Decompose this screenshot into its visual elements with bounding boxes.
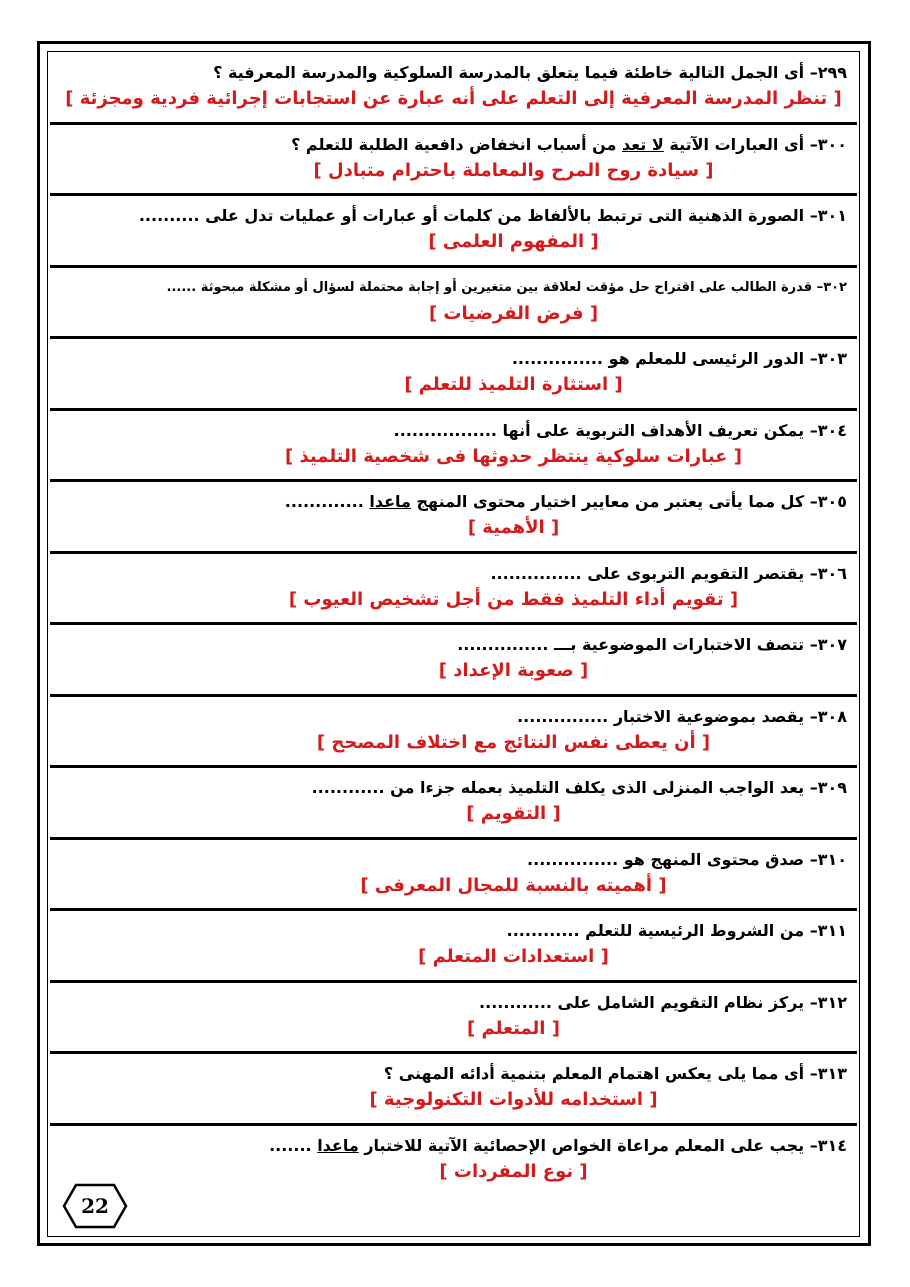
answer-text: [ عبارات سلوكية ينتظر حدوثها فى شخصية التلميذ ]: [285, 445, 742, 467]
question-text: ٣١٣– أى مما يلى يعكس اهتمام المعلم بتنمية أدائه المهنى ؟: [383, 1064, 847, 1083]
answer-text: [ سيادة روح المرح والمعاملة باحترام متبادل ]: [313, 159, 714, 181]
question-text: ٣١٤– يجب على المعلم مراعاة الخواص الإحصائية الآتية للاختبار ماعدا .......: [269, 1135, 847, 1155]
answer-text: [ المتعلم ]: [467, 1017, 560, 1039]
answer-text: [ أن يعطى نفس النتائج مع اختلاف المصحح ]: [316, 731, 711, 753]
question-list: [50, 53, 857, 1197]
answer-text: [ أهميته بالنسبة للمجال المعرفى ]: [360, 874, 667, 896]
question-text: ٣١٠– صدق محتوى المنهج هو ...............: [527, 849, 847, 869]
answer-text: [ استثارة التلميذ للتعلم ]: [404, 374, 623, 395]
question-item-311: [50, 911, 857, 983]
question-item-303: [50, 339, 857, 411]
question-text: ٣٠٩– يعد الواجب المنزلى الذى يكلف التلميذ بعمله جزءا من ............: [311, 778, 847, 797]
question-item-304: [50, 411, 857, 483]
emphasis-underlined: ماعدا: [369, 492, 411, 511]
question-text: ٣٠٠– أى العبارات الآتية لا تعد من أسباب انخفاض دافعية الطلبة للتعلم ؟: [291, 134, 847, 154]
question-text: ٣٠٨– يقصد بموضوعية الاختبار ...............: [517, 706, 847, 726]
question-item-312: [50, 983, 857, 1055]
question-text: ٣٠٢– قدرة الطالب على اقتراح حل مؤقت لعلاقة بين متغيرين أو إجابة محتملة لسؤال أو مشكلة مبحوثة ......: [166, 279, 847, 295]
answer-text: [ فرض الفرضيات ]: [428, 302, 599, 324]
question-item-299: [50, 53, 857, 125]
question-text: ٣١١– من الشروط الرئيسية للتعلم ............: [506, 921, 847, 940]
question-item-305: [50, 482, 857, 554]
question-item-310: [50, 840, 857, 912]
answer-text: [ استعدادات المتعلم ]: [418, 946, 609, 967]
question-text: ٣٠٤– يمكن تعريف الأهداف التربوية على أنها .................: [393, 420, 847, 440]
question-item-309: [50, 768, 857, 840]
answer-text: [ تقويم أداء التلميذ فقط من أجل تشخيص العيوب ]: [288, 588, 739, 610]
question-item-300: [50, 125, 857, 197]
page-number: 22: [81, 1194, 109, 1218]
question-item-307: [50, 625, 857, 697]
answer-text: [ الأهمية ]: [467, 517, 560, 538]
emphasis-underlined: لا تعد: [622, 134, 664, 154]
question-text: ٣٠١– الصورة الذهنية التى ترتبط بالألفاظ من كلمات أو عبارات أو عمليات تدل على ..........: [138, 206, 847, 225]
question-item-308: [50, 697, 857, 769]
question-text: ٣٠٣– الدور الرئيسى للمعلم هو ...............: [511, 349, 847, 368]
question-item-314: [50, 1126, 857, 1198]
question-text: ٣٠٦– يقتصر التقويم التربوى على ...............: [490, 563, 847, 583]
question-text: ٣٠٧– تتصف الاختبارات الموضوعية بـــ ...............: [457, 635, 847, 654]
answer-text: [ التقويم ]: [466, 803, 561, 824]
answer-text: [ المفهوم العلمى ]: [428, 231, 599, 252]
page-number-badge: [62, 1183, 128, 1229]
answer-text: [ صعوبة الإعداد ]: [438, 660, 589, 681]
question-item-301: [50, 196, 857, 268]
answer-text: [ تنظر المدرسة المعرفية إلى التعلم على أنه عبارة عن استجابات إجرائية فردية ومجزئة ]: [65, 88, 842, 109]
question-text: ٣٠٥– كل مما يأتى يعتبر من معايير اختيار محتوى المنهج ماعدا .............: [284, 492, 847, 511]
answer-text: [ استخدامه للأدوات التكنولوجية ]: [369, 1089, 658, 1110]
emphasis-underlined: ماعدا: [317, 1135, 359, 1155]
question-item-302: [50, 268, 857, 340]
answer-text: [ نوع المفردات ]: [439, 1160, 588, 1182]
question-text: ٢٩٩– أى الجمل التالية خاطئة فيما يتعلق بالمدرسة السلوكية والمدرسة المعرفية ؟: [213, 63, 847, 82]
question-item-313: [50, 1054, 857, 1126]
question-item-306: [50, 554, 857, 626]
question-text: ٣١٢– يركز نظام التقويم الشامل على ............: [479, 992, 847, 1012]
